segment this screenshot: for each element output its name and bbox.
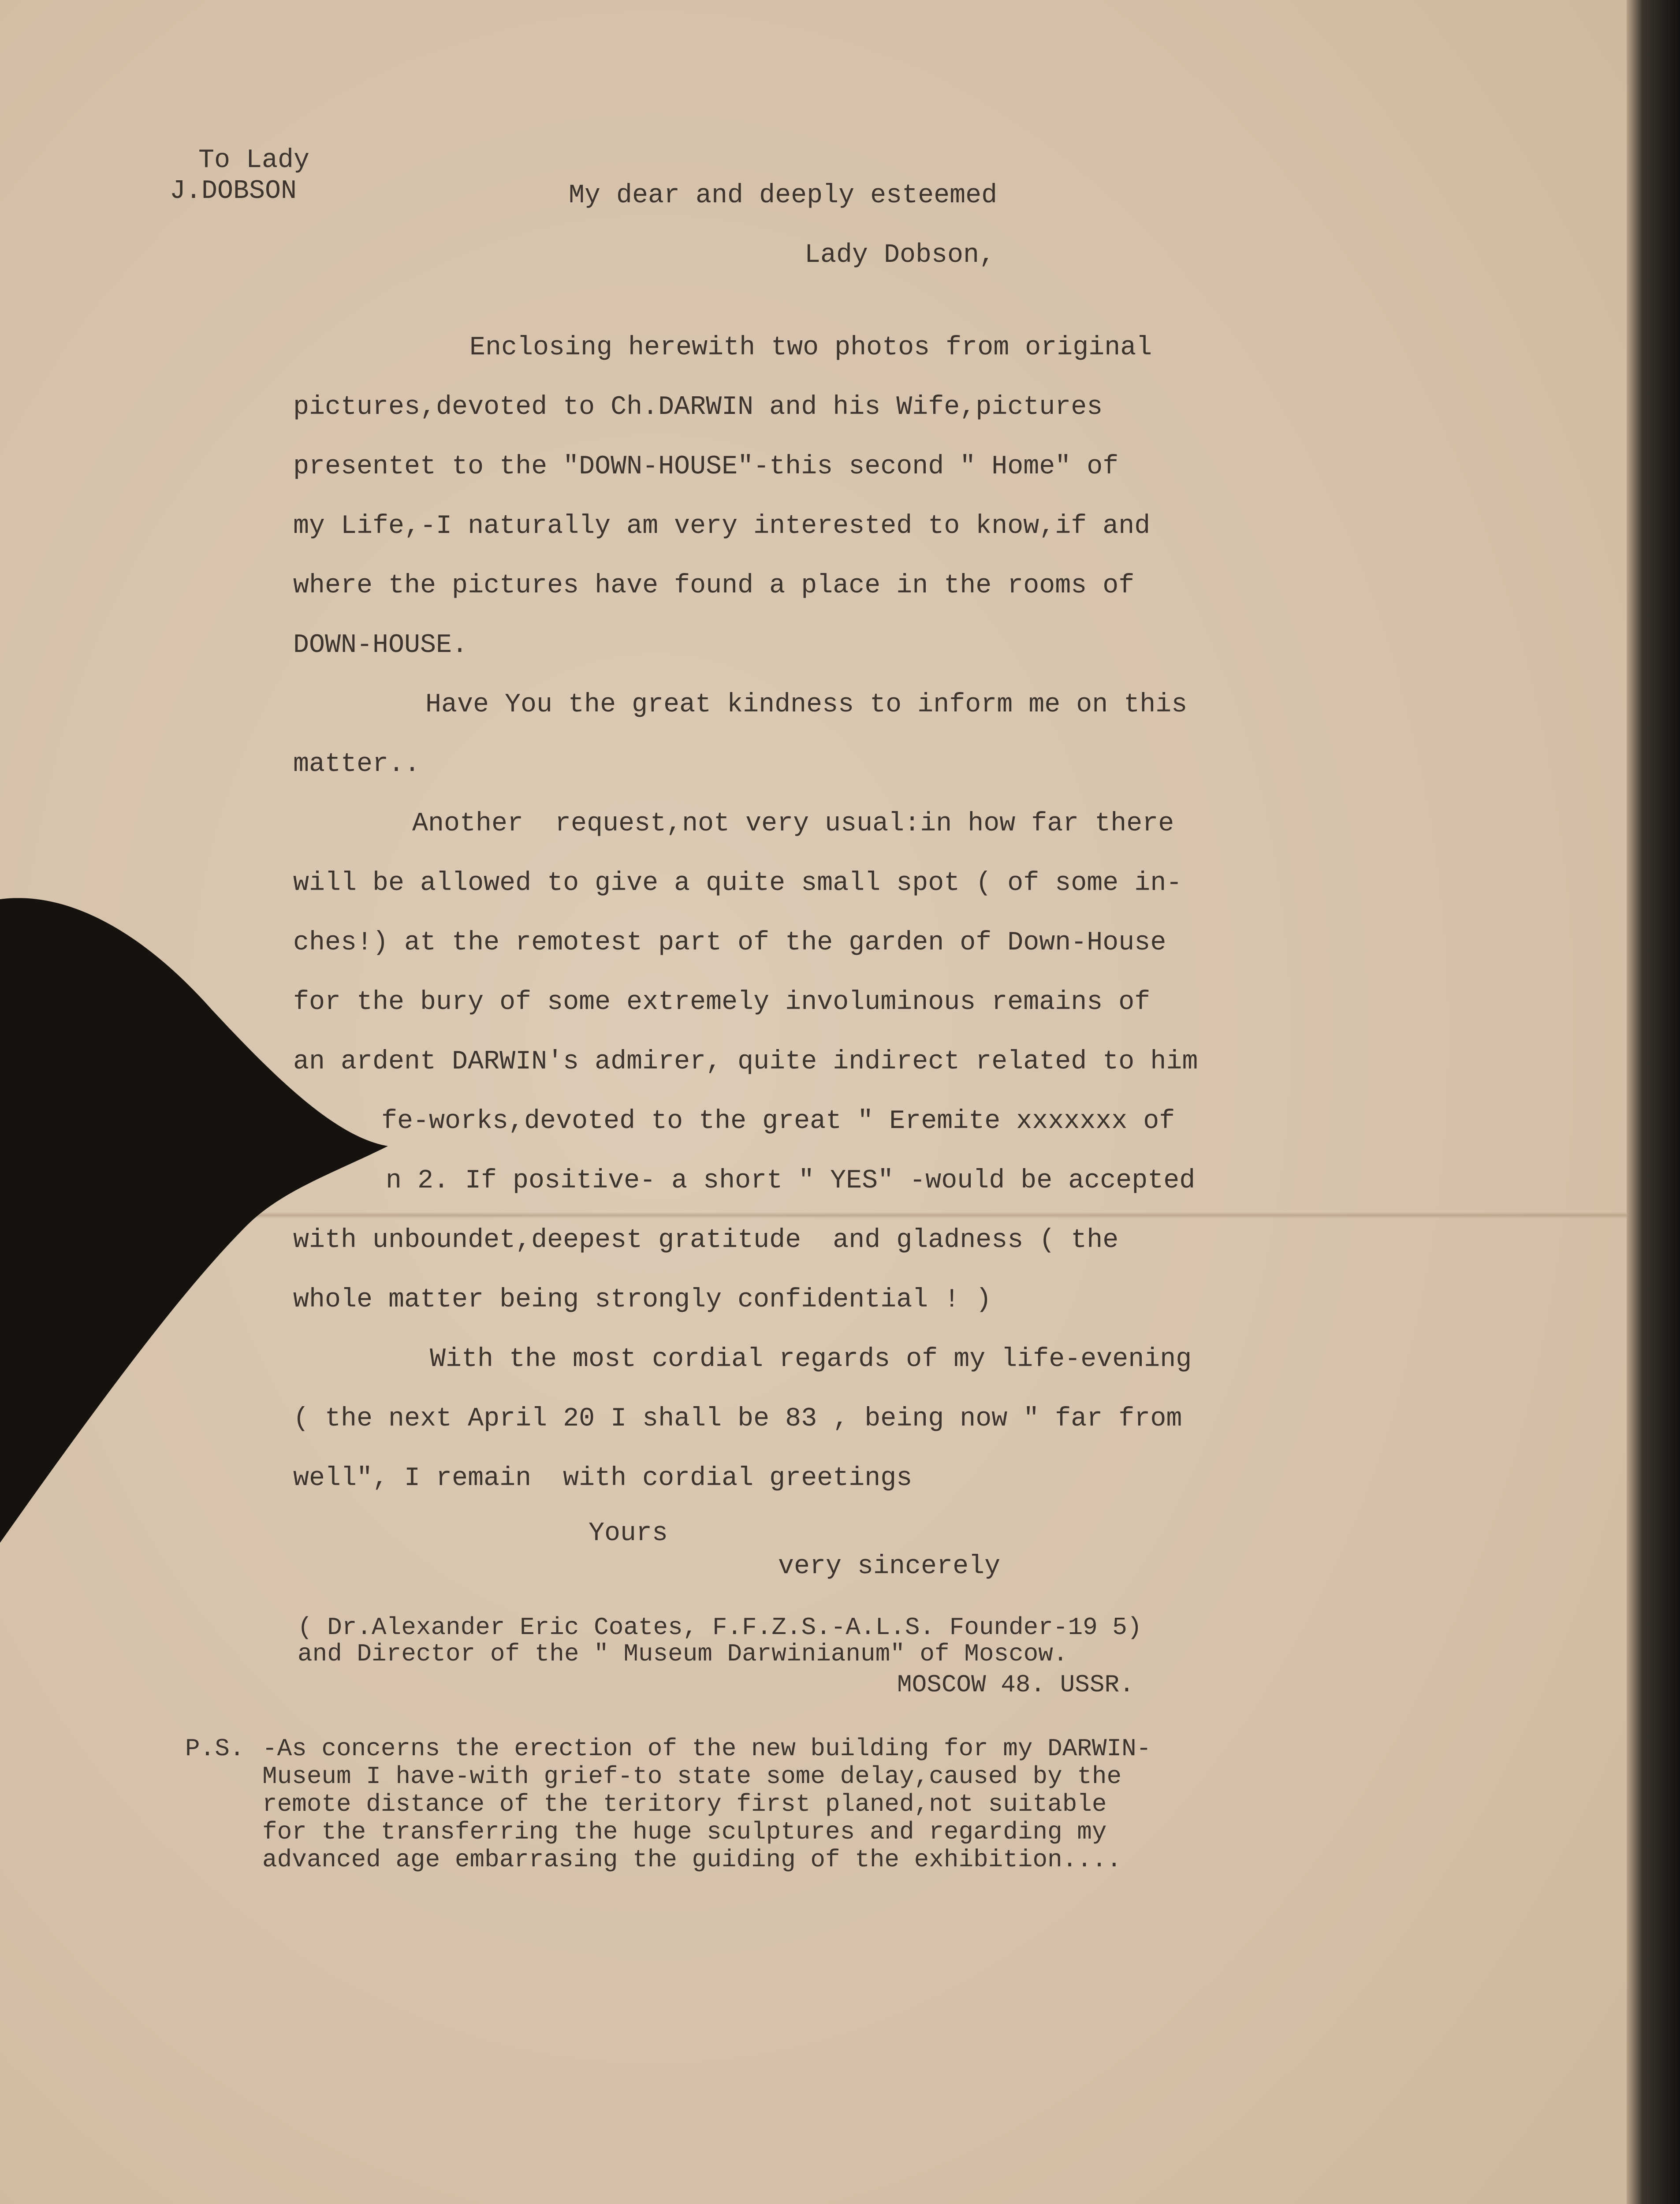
- closing-yours: Yours: [589, 1519, 668, 1549]
- page-edge-shadow: [1627, 0, 1680, 2204]
- body-line: well", I remain with cordial greetings: [293, 1463, 913, 1493]
- body-line: an ardent DARWIN's admirer, quite indirect related to him: [293, 1047, 1198, 1077]
- body-line: where the pictures have found a place in the rooms of: [293, 571, 1135, 601]
- salutation-line-2: Lady Dobson,: [805, 240, 995, 270]
- body-line: ches!) at the remotest part of the garden of Down-House: [293, 928, 1166, 958]
- body-line: will be allowed to give a quite small spot ( of some in-: [293, 868, 1182, 898]
- body-line: with unboundet,deepest gratitude and gladness ( the: [293, 1225, 1119, 1255]
- body-line: Another request,not very usual:in how far there: [412, 809, 1174, 839]
- body-line: n 2. If positive- a short " YES" -would be accepted: [386, 1166, 1196, 1196]
- closing-sincerely: very sincerely: [778, 1552, 1001, 1582]
- body-line: Have You the great kindness to inform me on this: [425, 690, 1188, 720]
- body-line: pictures,devoted to Ch.DARWIN and his Wife,pictures: [293, 392, 1103, 422]
- signature-line: MOSCOW 48. USSR.: [897, 1671, 1134, 1699]
- body-line: DOWN-HOUSE.: [293, 630, 468, 660]
- body-line: matter..: [293, 749, 421, 779]
- postscript-line: Museum I have-with grief-to state some delay,caused by the: [262, 1762, 1122, 1791]
- torn-hole: [0, 864, 441, 1552]
- body-line: Enclosing herewith two photos from original: [469, 333, 1152, 363]
- body-line: presentet to the "DOWN-HOUSE"-this second " Home" of: [293, 452, 1119, 482]
- postscript-line: for the transferring the huge sculptures and regarding my: [262, 1818, 1107, 1846]
- signature-line: and Director of the " Museum Darwinianum" of Moscow.: [298, 1640, 1068, 1668]
- recipient-line-1: To Lady: [198, 145, 310, 175]
- body-line: whole matter being strongly confidential ! ): [293, 1285, 992, 1315]
- body-line: my Life,-I naturally am very interested to know,if and: [293, 511, 1151, 541]
- signature-line: ( Dr.Alexander Eric Coates, F.F.Z.S.-A.L.S. Founder-19 5): [298, 1613, 1142, 1642]
- salutation-line-1: My dear and deeply esteemed: [569, 181, 998, 211]
- recipient-line-2: J.DOBSON: [170, 176, 297, 206]
- postscript-label: P.S.: [185, 1735, 245, 1763]
- body-line: fe-works,devoted to the great " Eremite xxxxxxx of: [381, 1106, 1175, 1136]
- body-line: With the most cordial regards of my life-evening: [430, 1344, 1192, 1374]
- body-line: ( the next April 20 I shall be 83 , being now " far from: [293, 1404, 1182, 1434]
- postscript-line: advanced age embarrasing the guiding of the exhibition....: [262, 1846, 1122, 1874]
- postscript-line: -As concerns the erection of the new building for my DARWIN-: [262, 1735, 1151, 1763]
- body-line: for the bury of some extremely involuminous remains of: [293, 987, 1151, 1017]
- postscript-line: remote distance of the teritory first planed,not suitable: [262, 1790, 1107, 1818]
